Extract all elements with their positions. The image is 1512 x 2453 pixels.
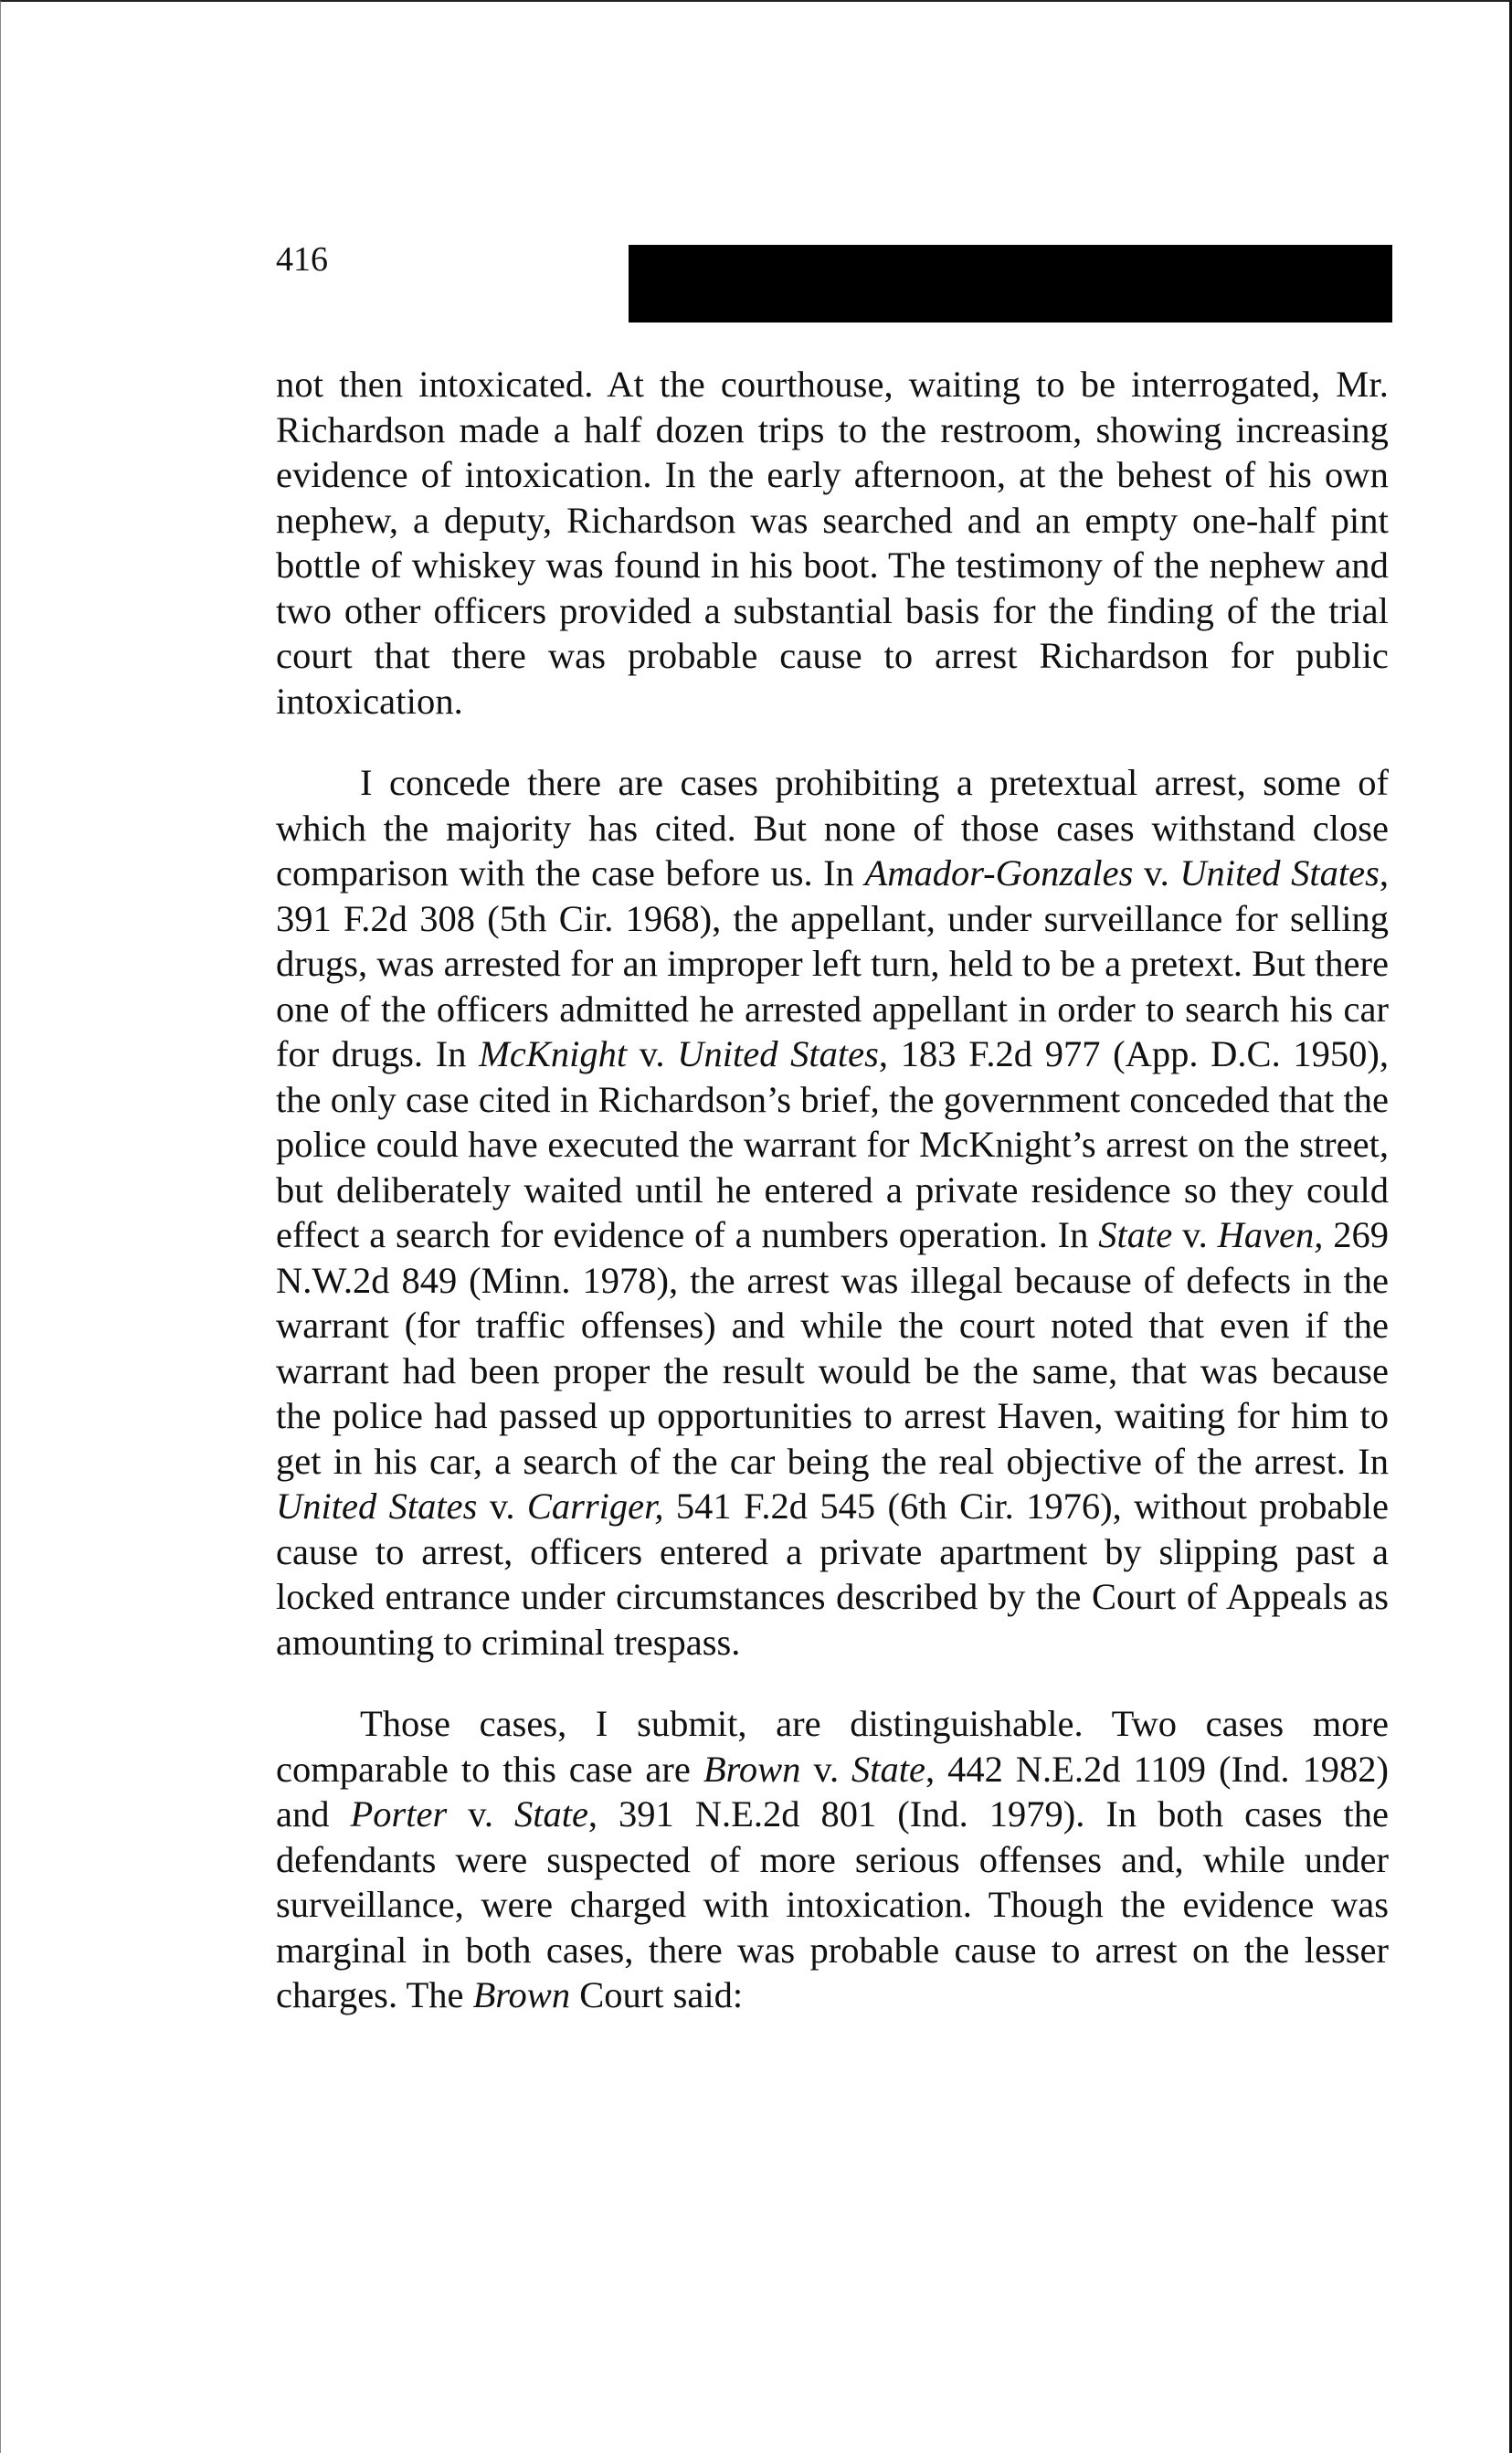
text-run: 269 N.W.2d 849 (Minn. 1978), the arrest was illegal because of defects in the warrant (for traffic offenses) and while the court noted that even if the warrant had been proper the result would be the same, that was because the police had passed up opportunities to arrest Haven, waiting for him to get in his car, a search of the car being the real objective of the arrest. In <box>276 1214 1389 1482</box>
versus: v. <box>477 1486 527 1527</box>
text-run: I concede there are cases prohibiting a pretextual arrest, some of which the majority has cited. But none of those cases withstand close comparison with the case before us. In <box>276 762 1389 893</box>
redaction-bar <box>629 245 1392 322</box>
text-run: , 391 F.2d 308 (5th Cir. 1968), the appellant, under surveillance for selling drugs, was arrested for an improper left turn, held to be a pretext. But there one of the officers admitted he arrested appellant in order to search his car for drugs. In <box>276 852 1389 1074</box>
versus: v. <box>1133 852 1180 893</box>
text-run: 541 F.2d 545 (6th Cir. 1976), without probable cause to arrest, officers entered a private apartment by slipping past a locked entrance under circumstances described by the Court of Appeals as amounting to criminal trespass. <box>276 1486 1389 1663</box>
case-name: Carriger, <box>526 1486 664 1527</box>
paragraph-1: not then intoxicated. At the courthouse, waiting to be interrogated, Mr. Richardson made a half dozen trips to the restroom, showing increasing evidence of intoxication. In the early afternoon, at the behest of his own nephew, a deputy, Richardson was searched and an empty one-half pint bottle of whiskey was found in his boot. The testimony of the nephew and two other officers provided a substantial basis for the finding of the trial court that there was probable cause to arrest Richardson for public intoxication. <box>276 364 1389 722</box>
case-name: Amador-Gonzales <box>864 852 1134 893</box>
paragraph-3 <box>276 1701 1389 2018</box>
paragraph-2 <box>276 760 1389 1665</box>
case-name: Haven, <box>1217 1214 1324 1255</box>
case-name: State <box>1098 1214 1173 1255</box>
text-run: Those cases, I submit, are distinguishable. Two cases more comparable to this case are <box>276 1703 1389 1790</box>
case-name: State <box>513 1793 588 1834</box>
versus: v. <box>627 1033 678 1074</box>
case-name: United States <box>276 1486 478 1527</box>
case-name: State <box>851 1748 926 1790</box>
text-run: , 391 N.E.2d 801 (Ind. 1979). In both cases the defendants were suspected of more serious offenses and, while under surveillance, were charged with intoxication. Though the evidence was marginal in both cases, there was probable cause to arrest on the lesser charges. The <box>276 1793 1389 2015</box>
versus: v. <box>447 1793 514 1834</box>
case-name: Brown <box>472 1974 571 2015</box>
page-number: 416 <box>276 240 328 279</box>
case-name: McKnight <box>479 1033 628 1074</box>
text-run: , 442 N.E.2d 1109 (Ind. 1982) and <box>276 1748 1390 1834</box>
text-run: , 183 F.2d 977 (App. D.C. 1950), the only case cited in Richardson’s brief, the government conceded that the police could have executed the warrant for McKnight’s arrest on the street, but deliberately waited until he entered a private residence so they could effect a search for evidence of a numbers operation. In <box>276 1033 1389 1255</box>
case-name: United States <box>677 1033 879 1074</box>
text-run: Court said: <box>570 1974 744 2015</box>
versus: v. <box>1172 1214 1218 1255</box>
versus: v. <box>800 1748 852 1790</box>
opinion-text <box>276 362 1389 2018</box>
case-name: Porter <box>350 1793 448 1834</box>
case-name: United States <box>1179 852 1380 893</box>
case-name: Brown <box>703 1748 801 1790</box>
